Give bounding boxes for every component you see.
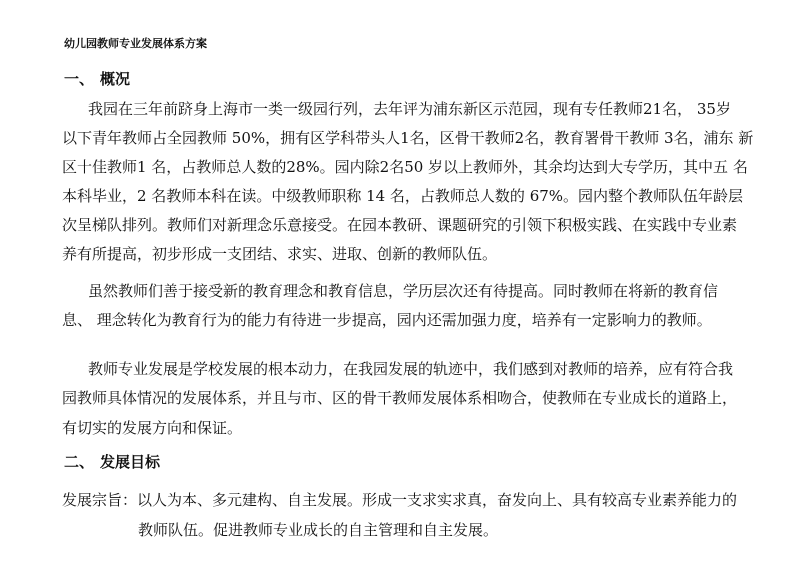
paragraph-line: 有切实的发展方向和保证。: [62, 419, 243, 437]
paragraph-line: 养有所提高，初步形成一支团结、求实、进取、创新的教师队伍。: [62, 245, 498, 263]
paragraph-line: 虽然教师们善于接受新的教育理念和教育信息，学历层次还有待提高。同时教师在将新的教育信: [88, 282, 719, 300]
paragraph-line: 我园在三年前跻身上海市一类一级园行列，去年评为浦东新区示范园，现有专任教师21名， 35岁: [88, 100, 731, 118]
section-heading-overview: [64, 69, 130, 89]
section-heading-goals: [64, 452, 160, 472]
section-number: 一、: [64, 70, 95, 88]
paragraph-line: 区十佳教师1 名，占教师总人数的28%。园内除2名50 岁以上教师外，其余均达到大专学历，其中五 名: [62, 158, 748, 176]
section-title: 发展目标: [100, 453, 161, 471]
paragraph-line: 次呈梯队排列。教师们对新理念乐意接受。在园本教研、课题研究的引领下积极实践、在实践中专业素: [62, 216, 738, 234]
document-title: 幼儿园教师专业发展体系方案: [64, 37, 207, 50]
paragraph-line: 园教师具体情况的发展体系，并且与市、区的骨干教师发展体系相吻合，使教师在专业成长的道路上，: [62, 389, 738, 407]
paragraph-line: 教师专业发展是学校发展的根本动力，在我园发展的轨迹中，我们感到对教师的培养，应有符合我: [88, 360, 734, 378]
section-number: 二、: [64, 453, 95, 471]
section-title: 概况: [100, 70, 131, 88]
paragraph-line: 息、 理念转化为教育行为的能力有待进一步提高，园内还需加强力度，培养有一定影响力的教师。: [62, 311, 712, 329]
paragraph-line: 发展宗旨：以人为本、多元建构、自主发展。形成一支求实求真，奋发向上、具有较高专业素养能力的: [62, 491, 738, 509]
paragraph-line: 以下青年教师占全园教师 50%，拥有区学科带头人1名，区骨干教师2名，教育署骨干教师 3名，浦东 新: [62, 129, 754, 147]
paragraph-line: 本科毕业，2 名教师本科在读。中级教师职称 14 名，占教师总人数的 67%。园内整个教师队伍年龄层: [62, 187, 744, 205]
paragraph-line: 教师队伍。促进教师专业成长的自主管理和自主发展。: [138, 521, 499, 539]
